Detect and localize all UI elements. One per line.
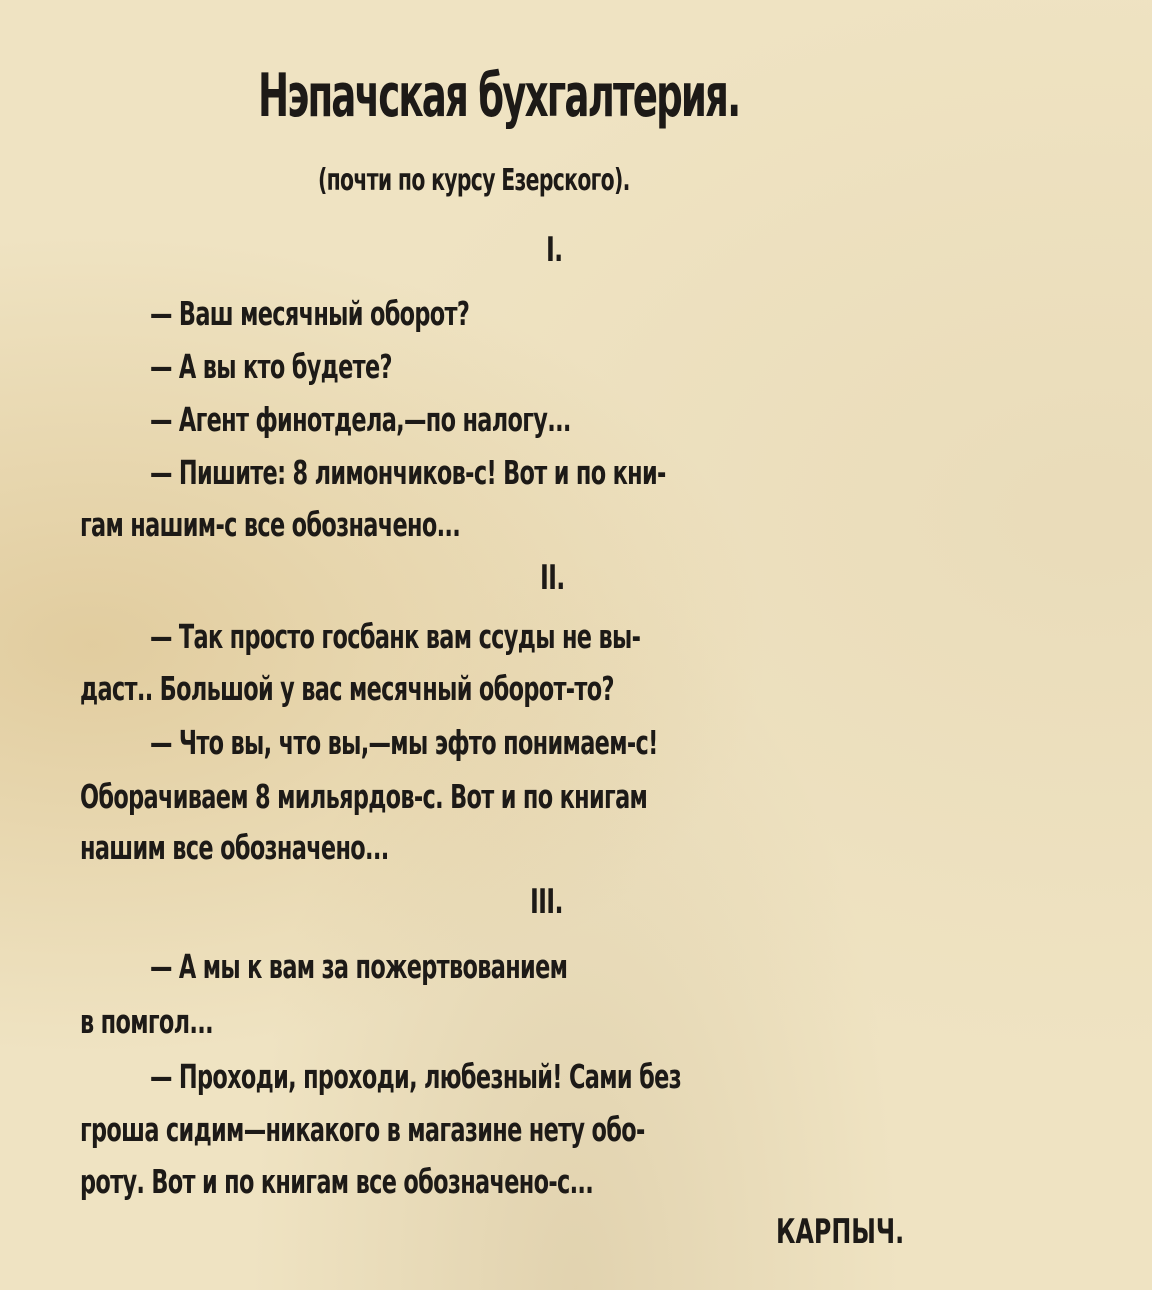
article-subtitle: (почти по курсу Езерского).	[318, 163, 630, 198]
section-numeral-2: II.	[540, 558, 565, 598]
section-1-line-4: — Пишите: 8 лимончиков-с! Вот и по кни-	[150, 453, 666, 492]
section-2-line-4: Оборачиваем 8 мильярдов-с. Вот и по книгам	[80, 777, 648, 816]
section-2-line-3: — Что вы, что вы,—мы эфто понимаем-с!	[150, 723, 658, 762]
section-numeral-3: III.	[530, 882, 563, 922]
section-3-line-5: роту. Вот и по книгам все обозначено-с...	[80, 1162, 594, 1201]
section-3-line-3: — Проходи, проходи, любезный! Сами без	[150, 1057, 681, 1096]
section-3-line-4: гроша сидим—никакого в магазине нету обо-	[80, 1110, 645, 1149]
section-2-line-2: даст.. Большой у вас месячный оборот-то?	[80, 669, 614, 708]
section-1-line-2: — А вы кто будете?	[150, 347, 392, 386]
section-2-line-5: нашим все обозначено...	[80, 828, 389, 867]
article-title: Нэпачская бухгалтерия.	[258, 61, 740, 131]
section-1-line-3: — Агент финотдела,—по налогу...	[150, 400, 571, 439]
section-3-line-1: — А мы к вам за пожертвованием	[150, 947, 568, 986]
section-2-line-1: — Так просто госбанк вам ссуды не вы-	[150, 617, 641, 656]
section-1-line-5: гам нашим-с все обозначено...	[80, 505, 461, 544]
section-1-line-1: — Ваш месячный оборот?	[150, 294, 470, 333]
author-signature: КАРПЫЧ.	[776, 1212, 905, 1252]
section-numeral-1: I.	[546, 230, 563, 270]
section-3-line-2: в помгол...	[80, 1002, 213, 1041]
